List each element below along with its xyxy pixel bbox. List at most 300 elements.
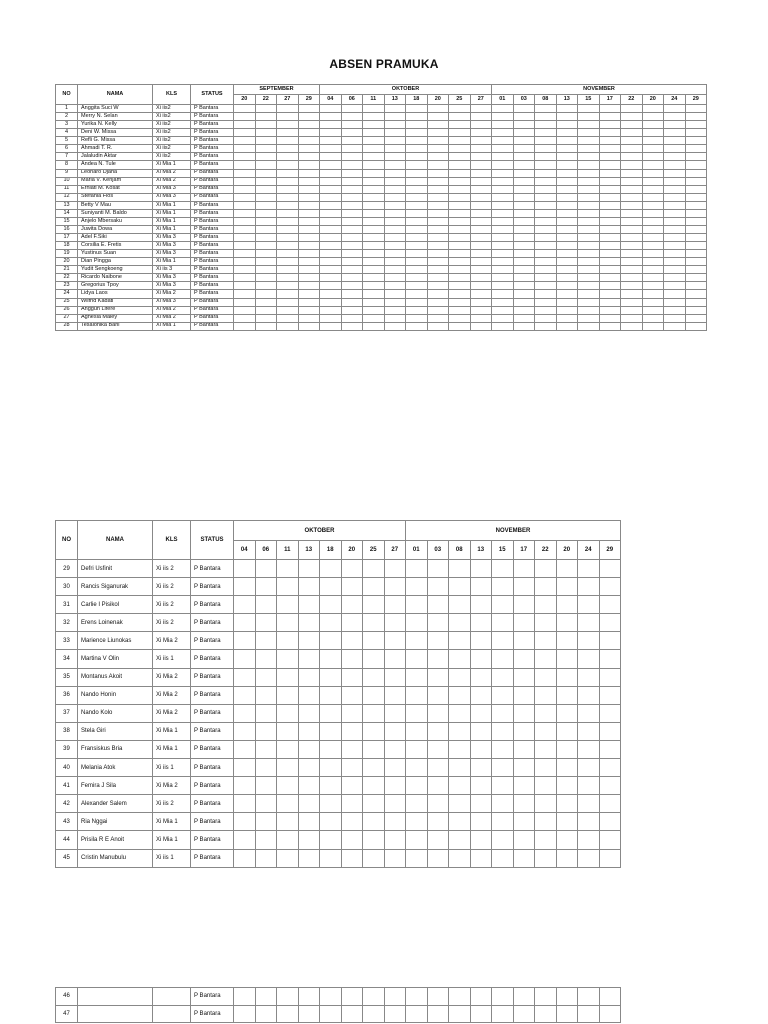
attendance-cell bbox=[341, 201, 363, 209]
attendance-cell bbox=[341, 298, 363, 306]
attendance-cell bbox=[406, 185, 428, 193]
attendance-cell bbox=[556, 201, 578, 209]
attendance-cell bbox=[470, 813, 492, 831]
attendance-cell bbox=[320, 322, 342, 330]
attendance-cell bbox=[427, 129, 449, 137]
attendance-cell bbox=[578, 121, 600, 129]
attendance-cell bbox=[384, 849, 406, 867]
row-status: P Bantara bbox=[191, 596, 234, 614]
attendance-cell bbox=[513, 686, 535, 704]
attendance-cell bbox=[642, 258, 664, 266]
attendance-cell bbox=[556, 242, 578, 250]
row-nama: Juwita Dowa bbox=[78, 225, 153, 233]
attendance-cell bbox=[384, 578, 406, 596]
attendance-cell bbox=[234, 849, 256, 867]
attendance-cell bbox=[341, 250, 363, 258]
attendance-cell bbox=[406, 137, 428, 145]
col-header-nama: NAMA bbox=[78, 85, 153, 105]
attendance-cell bbox=[578, 161, 600, 169]
attendance-cell bbox=[341, 704, 363, 722]
attendance-cell bbox=[363, 282, 385, 290]
attendance-cell bbox=[578, 632, 600, 650]
attendance-cell bbox=[234, 193, 256, 201]
attendance-cell bbox=[384, 314, 406, 322]
attendance-cell bbox=[578, 234, 600, 242]
attendance-cell bbox=[535, 225, 557, 233]
attendance-cell bbox=[234, 988, 256, 1006]
attendance-cell bbox=[535, 740, 557, 758]
attendance-cell bbox=[341, 153, 363, 161]
attendance-cell bbox=[599, 225, 621, 233]
attendance-cell bbox=[234, 129, 256, 137]
attendance-cell bbox=[535, 161, 557, 169]
attendance-cell bbox=[599, 282, 621, 290]
attendance-cell bbox=[556, 614, 578, 632]
attendance-cell bbox=[384, 201, 406, 209]
attendance-cell bbox=[449, 614, 471, 632]
attendance-cell bbox=[406, 795, 428, 813]
attendance-cell bbox=[298, 209, 320, 217]
attendance-cell bbox=[277, 849, 299, 867]
row-nama: Nando Honin bbox=[78, 686, 153, 704]
table-row bbox=[56, 322, 707, 330]
attendance-cell bbox=[513, 234, 535, 242]
attendance-cell bbox=[363, 614, 385, 632]
attendance-cell bbox=[384, 704, 406, 722]
attendance-cell bbox=[234, 795, 256, 813]
attendance-cell bbox=[470, 121, 492, 129]
attendance-cell bbox=[277, 560, 299, 578]
attendance-cell bbox=[277, 740, 299, 758]
attendance-cell bbox=[449, 777, 471, 795]
attendance-cell bbox=[255, 282, 277, 290]
col-header-kls: KLS bbox=[153, 85, 191, 105]
attendance-cell bbox=[406, 250, 428, 258]
attendance-cell bbox=[341, 145, 363, 153]
attendance-cell bbox=[320, 282, 342, 290]
attendance-cell bbox=[470, 306, 492, 314]
attendance-cell bbox=[449, 813, 471, 831]
attendance-cell bbox=[513, 759, 535, 777]
attendance-cell bbox=[470, 322, 492, 330]
attendance-cell bbox=[427, 209, 449, 217]
attendance-cell bbox=[664, 185, 686, 193]
attendance-cell bbox=[427, 217, 449, 225]
attendance-cell bbox=[492, 290, 514, 298]
attendance-cell bbox=[470, 560, 492, 578]
attendance-cell bbox=[492, 266, 514, 274]
attendance-cell bbox=[234, 258, 256, 266]
attendance-cell bbox=[664, 314, 686, 322]
attendance-cell bbox=[492, 185, 514, 193]
attendance-cell bbox=[320, 759, 342, 777]
attendance-cell bbox=[578, 596, 600, 614]
attendance-cell bbox=[427, 290, 449, 298]
table-row bbox=[56, 578, 621, 596]
table-row bbox=[56, 1005, 621, 1023]
attendance-cell bbox=[578, 266, 600, 274]
attendance-cell bbox=[599, 153, 621, 161]
attendance-cell bbox=[621, 121, 643, 129]
attendance-cell bbox=[513, 282, 535, 290]
attendance-cell bbox=[406, 988, 428, 1006]
row-kls: Xi Mia 1 bbox=[153, 258, 191, 266]
attendance-cell bbox=[341, 193, 363, 201]
attendance-cell bbox=[664, 225, 686, 233]
attendance-cell bbox=[320, 121, 342, 129]
attendance-cell bbox=[664, 105, 686, 113]
attendance-cell bbox=[621, 266, 643, 274]
attendance-cell bbox=[578, 988, 600, 1006]
date-header: 17 bbox=[599, 95, 621, 105]
attendance-cell bbox=[599, 217, 621, 225]
row-status: P Bantara bbox=[191, 560, 234, 578]
attendance-cell bbox=[621, 322, 643, 330]
attendance-cell bbox=[492, 153, 514, 161]
attendance-cell bbox=[384, 560, 406, 578]
attendance-cell bbox=[363, 185, 385, 193]
attendance-cell bbox=[513, 322, 535, 330]
attendance-cell bbox=[449, 177, 471, 185]
attendance-cell bbox=[320, 274, 342, 282]
attendance-cell bbox=[556, 322, 578, 330]
row-status: P Bantara bbox=[191, 193, 234, 201]
attendance-cell bbox=[234, 209, 256, 217]
attendance-cell bbox=[578, 217, 600, 225]
attendance-cell bbox=[427, 704, 449, 722]
attendance-cell bbox=[449, 282, 471, 290]
attendance-cell bbox=[363, 704, 385, 722]
attendance-cell bbox=[427, 813, 449, 831]
attendance-cell bbox=[492, 201, 514, 209]
attendance-cell bbox=[556, 274, 578, 282]
attendance-cell bbox=[470, 704, 492, 722]
attendance-cell bbox=[556, 759, 578, 777]
attendance-cell bbox=[255, 153, 277, 161]
attendance-cell bbox=[535, 209, 557, 217]
attendance-cell bbox=[341, 614, 363, 632]
attendance-cell bbox=[341, 137, 363, 145]
row-nama: Deni W. Missa bbox=[78, 129, 153, 137]
attendance-cell bbox=[664, 201, 686, 209]
attendance-cell bbox=[578, 209, 600, 217]
attendance-cell bbox=[535, 129, 557, 137]
attendance-cell bbox=[255, 266, 277, 274]
attendance-cell bbox=[664, 209, 686, 217]
row-no: 35 bbox=[56, 668, 78, 686]
attendance-cell bbox=[492, 121, 514, 129]
attendance-cell bbox=[642, 177, 664, 185]
attendance-cell bbox=[470, 290, 492, 298]
attendance-cell bbox=[406, 282, 428, 290]
attendance-cell bbox=[277, 759, 299, 777]
row-kls: Xi Mia 2 bbox=[153, 306, 191, 314]
attendance-cell bbox=[492, 161, 514, 169]
attendance-cell bbox=[556, 137, 578, 145]
attendance-cell bbox=[363, 169, 385, 177]
row-status: P Bantara bbox=[191, 632, 234, 650]
attendance-cell bbox=[298, 686, 320, 704]
row-status: P Bantara bbox=[191, 234, 234, 242]
row-status: P Bantara bbox=[191, 161, 234, 169]
attendance-cell bbox=[298, 722, 320, 740]
attendance-cell bbox=[556, 161, 578, 169]
attendance-cell bbox=[363, 813, 385, 831]
row-no: 30 bbox=[56, 578, 78, 596]
attendance-cell bbox=[492, 686, 514, 704]
attendance-cell bbox=[685, 225, 707, 233]
attendance-cell bbox=[363, 298, 385, 306]
attendance-cell bbox=[255, 849, 277, 867]
attendance-cell bbox=[277, 153, 299, 161]
row-status: P Bantara bbox=[191, 759, 234, 777]
attendance-cell bbox=[341, 314, 363, 322]
row-kls: Xi iis2 bbox=[153, 113, 191, 121]
attendance-cell bbox=[384, 137, 406, 145]
attendance-cell bbox=[255, 560, 277, 578]
attendance-cell bbox=[642, 129, 664, 137]
attendance-cell bbox=[255, 250, 277, 258]
row-no: 31 bbox=[56, 596, 78, 614]
row-status: P Bantara bbox=[191, 145, 234, 153]
attendance-cell bbox=[642, 161, 664, 169]
attendance-cell bbox=[556, 113, 578, 121]
attendance-cell bbox=[685, 282, 707, 290]
attendance-cell bbox=[406, 704, 428, 722]
attendance-cell bbox=[599, 137, 621, 145]
attendance-cell bbox=[363, 258, 385, 266]
row-kls: Xi Mia 3 bbox=[153, 250, 191, 258]
attendance-cell bbox=[363, 686, 385, 704]
attendance-cell bbox=[535, 831, 557, 849]
attendance-cell bbox=[363, 290, 385, 298]
attendance-cell bbox=[277, 161, 299, 169]
attendance-cell bbox=[427, 242, 449, 250]
attendance-cell bbox=[277, 129, 299, 137]
attendance-cell bbox=[513, 650, 535, 668]
attendance-cell bbox=[298, 1005, 320, 1023]
attendance-cell bbox=[470, 596, 492, 614]
attendance-cell bbox=[535, 177, 557, 185]
attendance-cell bbox=[556, 650, 578, 668]
attendance-cell bbox=[277, 722, 299, 740]
attendance-cell bbox=[535, 282, 557, 290]
attendance-cell bbox=[578, 225, 600, 233]
attendance-cell bbox=[449, 113, 471, 121]
attendance-cell bbox=[621, 258, 643, 266]
attendance-cell bbox=[406, 217, 428, 225]
attendance-cell bbox=[621, 113, 643, 121]
attendance-cell bbox=[363, 105, 385, 113]
attendance-cell bbox=[513, 105, 535, 113]
attendance-cell bbox=[513, 129, 535, 137]
row-nama: Carlie I Pisikol bbox=[78, 596, 153, 614]
attendance-table-1 bbox=[55, 84, 707, 331]
attendance-cell bbox=[427, 849, 449, 867]
attendance-cell bbox=[277, 145, 299, 153]
attendance-cell bbox=[341, 121, 363, 129]
attendance-cell bbox=[513, 849, 535, 867]
attendance-cell bbox=[642, 322, 664, 330]
row-no: 29 bbox=[56, 560, 78, 578]
row-no: 17 bbox=[56, 234, 78, 242]
attendance-cell bbox=[341, 266, 363, 274]
attendance-cell bbox=[685, 274, 707, 282]
row-no: 33 bbox=[56, 632, 78, 650]
month-header: OKTOBER bbox=[234, 521, 406, 541]
row-kls: Xi Mia 3 bbox=[153, 242, 191, 250]
attendance-cell bbox=[556, 153, 578, 161]
table-row bbox=[56, 153, 707, 161]
row-no: 14 bbox=[56, 209, 78, 217]
attendance-cell bbox=[685, 105, 707, 113]
attendance-cell bbox=[492, 225, 514, 233]
table-row bbox=[56, 177, 707, 185]
attendance-cell bbox=[535, 578, 557, 596]
attendance-cell bbox=[449, 274, 471, 282]
attendance-cell bbox=[298, 813, 320, 831]
attendance-cell bbox=[642, 274, 664, 282]
attendance-cell bbox=[298, 169, 320, 177]
attendance-cell bbox=[277, 1005, 299, 1023]
attendance-cell bbox=[234, 113, 256, 121]
attendance-cell bbox=[384, 322, 406, 330]
attendance-cell bbox=[685, 145, 707, 153]
row-status: P Bantara bbox=[191, 225, 234, 233]
attendance-cell bbox=[406, 759, 428, 777]
date-header: 22 bbox=[255, 95, 277, 105]
attendance-cell bbox=[535, 105, 557, 113]
attendance-cell bbox=[449, 632, 471, 650]
row-kls: Xi Mia 1 bbox=[153, 225, 191, 233]
attendance-cell bbox=[234, 290, 256, 298]
attendance-cell bbox=[535, 113, 557, 121]
attendance-cell bbox=[664, 177, 686, 185]
attendance-cell bbox=[341, 290, 363, 298]
attendance-cell bbox=[384, 282, 406, 290]
attendance-cell bbox=[449, 193, 471, 201]
attendance-cell bbox=[255, 777, 277, 795]
attendance-cell bbox=[470, 614, 492, 632]
col-header-no: NO bbox=[56, 85, 78, 105]
attendance-cell bbox=[234, 121, 256, 129]
attendance-cell bbox=[363, 596, 385, 614]
attendance-cell bbox=[449, 209, 471, 217]
attendance-cell bbox=[298, 560, 320, 578]
attendance-cell bbox=[664, 290, 686, 298]
attendance-cell bbox=[470, 831, 492, 849]
attendance-cell bbox=[685, 266, 707, 274]
attendance-cell bbox=[535, 777, 557, 795]
attendance-cell bbox=[556, 250, 578, 258]
row-no: 18 bbox=[56, 242, 78, 250]
attendance-cell bbox=[492, 632, 514, 650]
attendance-cell bbox=[664, 193, 686, 201]
attendance-cell bbox=[513, 632, 535, 650]
row-nama: Fransiskus Bria bbox=[78, 740, 153, 758]
attendance-cell bbox=[578, 759, 600, 777]
attendance-cell bbox=[277, 266, 299, 274]
attendance-cell bbox=[384, 177, 406, 185]
attendance-cell bbox=[449, 722, 471, 740]
attendance-cell bbox=[406, 322, 428, 330]
attendance-cell bbox=[298, 274, 320, 282]
row-kls: Xi Mia 1 bbox=[153, 831, 191, 849]
date-header: 08 bbox=[449, 541, 471, 560]
table-row bbox=[56, 849, 621, 867]
attendance-cell bbox=[664, 266, 686, 274]
attendance-cell bbox=[578, 704, 600, 722]
attendance-cell bbox=[384, 1005, 406, 1023]
attendance-cell bbox=[470, 988, 492, 1006]
month-header: NOVEMBER bbox=[406, 521, 621, 541]
attendance-cell bbox=[298, 596, 320, 614]
attendance-cell bbox=[449, 266, 471, 274]
table-row bbox=[56, 831, 621, 849]
attendance-cell bbox=[255, 650, 277, 668]
attendance-cell bbox=[449, 242, 471, 250]
attendance-cell bbox=[234, 686, 256, 704]
attendance-cell bbox=[384, 234, 406, 242]
attendance-cell bbox=[470, 759, 492, 777]
date-header: 27 bbox=[277, 95, 299, 105]
attendance-cell bbox=[578, 113, 600, 121]
attendance-cell bbox=[449, 145, 471, 153]
attendance-cell bbox=[320, 266, 342, 274]
attendance-cell bbox=[298, 988, 320, 1006]
attendance-cell bbox=[578, 169, 600, 177]
attendance-cell bbox=[599, 632, 621, 650]
table-row bbox=[56, 560, 621, 578]
attendance-cell bbox=[599, 560, 621, 578]
attendance-cell bbox=[234, 282, 256, 290]
row-kls bbox=[153, 1005, 191, 1023]
attendance-cell bbox=[234, 242, 256, 250]
attendance-cell bbox=[384, 225, 406, 233]
row-kls: Xi Mia 1 bbox=[153, 740, 191, 758]
attendance-cell bbox=[320, 185, 342, 193]
attendance-cell bbox=[255, 105, 277, 113]
attendance-cell bbox=[277, 831, 299, 849]
attendance-cell bbox=[406, 209, 428, 217]
attendance-cell bbox=[277, 298, 299, 306]
attendance-cell bbox=[556, 225, 578, 233]
attendance-cell bbox=[449, 153, 471, 161]
attendance-cell bbox=[513, 578, 535, 596]
row-status: P Bantara bbox=[191, 129, 234, 137]
attendance-cell bbox=[685, 242, 707, 250]
attendance-cell bbox=[513, 217, 535, 225]
attendance-cell bbox=[341, 1005, 363, 1023]
attendance-cell bbox=[320, 578, 342, 596]
attendance-cell bbox=[621, 193, 643, 201]
attendance-cell bbox=[599, 614, 621, 632]
attendance-cell bbox=[556, 668, 578, 686]
attendance-cell bbox=[492, 560, 514, 578]
attendance-cell bbox=[535, 290, 557, 298]
attendance-cell bbox=[406, 813, 428, 831]
attendance-cell bbox=[320, 105, 342, 113]
attendance-cell bbox=[556, 722, 578, 740]
attendance-cell bbox=[535, 306, 557, 314]
attendance-cell bbox=[449, 234, 471, 242]
attendance-cell bbox=[621, 234, 643, 242]
attendance-cell bbox=[298, 177, 320, 185]
attendance-cell bbox=[513, 314, 535, 322]
attendance-cell bbox=[384, 217, 406, 225]
attendance-cell bbox=[513, 795, 535, 813]
attendance-cell bbox=[621, 217, 643, 225]
